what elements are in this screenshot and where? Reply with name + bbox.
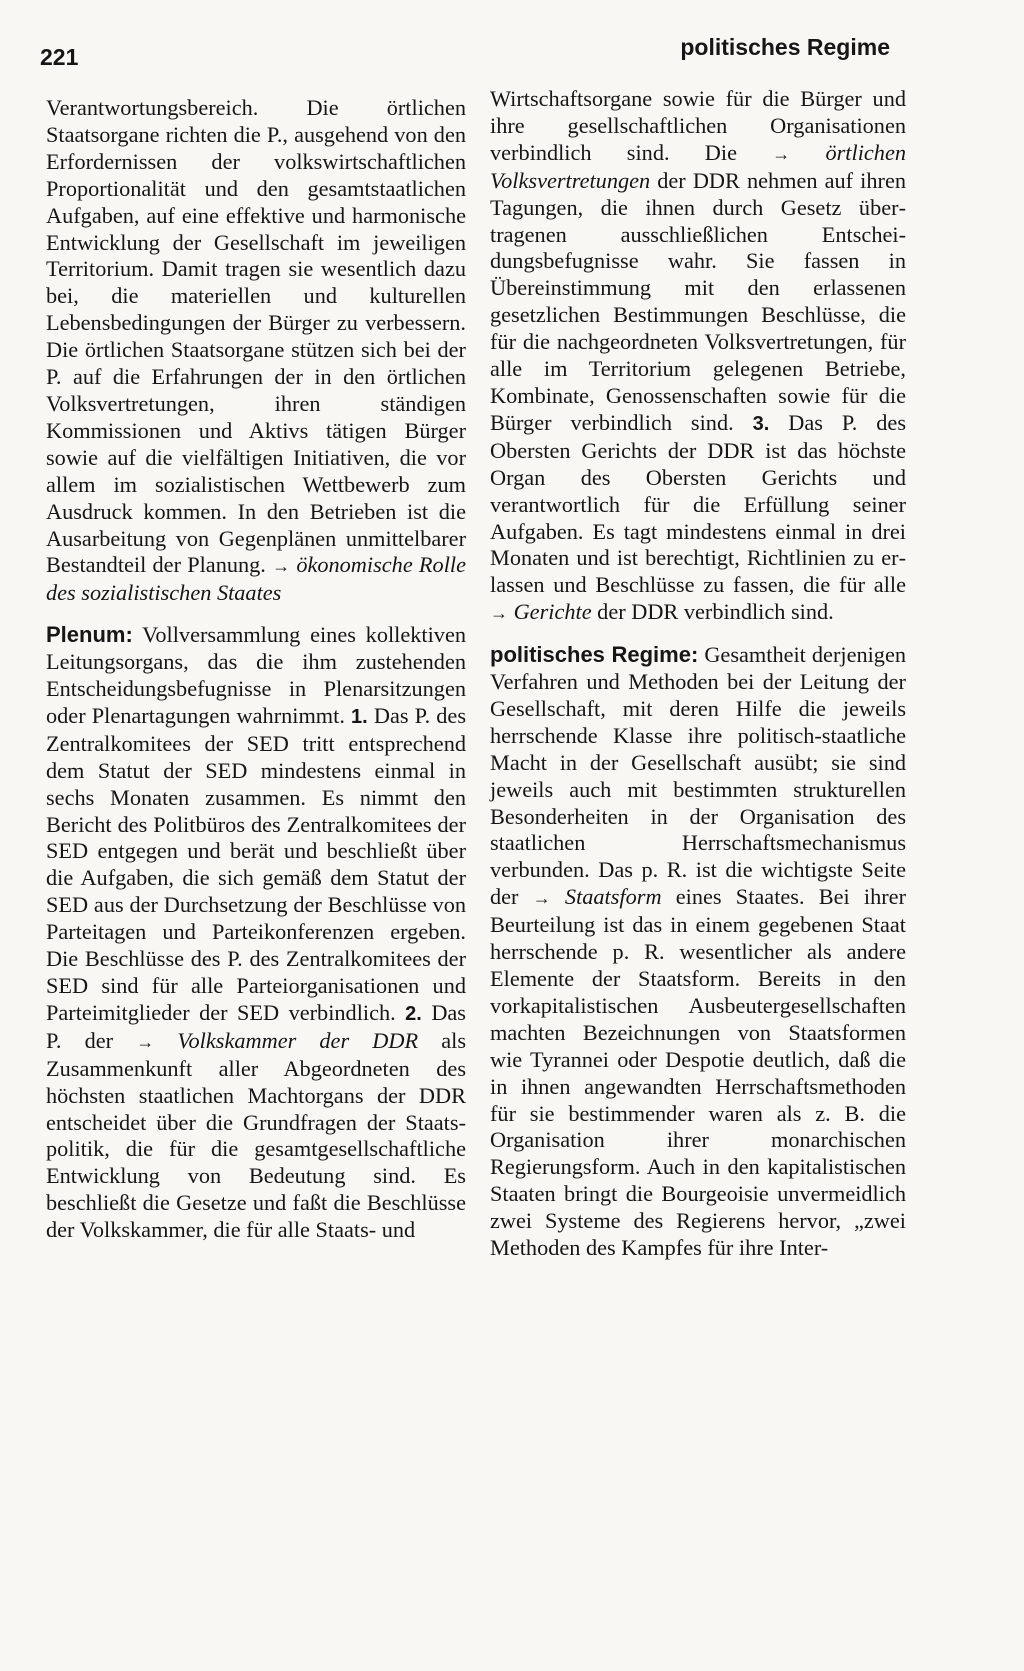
entry-plenum: [46, 622, 466, 1244]
cross-reference[interactable]: Volkskammer der DDR: [177, 1027, 419, 1053]
cross-reference[interactable]: ökonomische Rolle des sozialistischen Staates: [46, 552, 466, 606]
body-text: Das P. des Zentralkomitees der SED tritt entsprechend dem Statut der SED mindestens einmal in sechs Monaten zusammen. Es nimmt den Bericht des Politbüros des Zentralkomitees der SED entgegen und berät und beschließt über die Aufgaben, die sich gemäß dem Statut der SED aus der Durchsetzung der Beschlüsse von Parteitagen und Parteikonferenzen ergeben. Die Beschlüsse des P. des Zentralkomitees der SED sind für alle Parteiorganisationen und Parteimitglieder der SED verbindlich.: [46, 702, 466, 1025]
body-text: als Zusammenkunft aller Abgeordneten des höchsten staatlichen Machtorgans der DDR entscheidet über die Grundfragen der Staatspolitik, die für die gesamtgesellschaftliche Entwicklung von Bedeutung sind. Es beschließt die Gesetze und faßt die Beschlüsse der Volkskammer, die für alle Staats- und: [46, 1027, 467, 1243]
entry-headword: Plenum:: [46, 622, 133, 648]
entry-continuation-plenum: [490, 86, 906, 627]
entry-politisches-regime: [490, 642, 906, 1262]
cross-reference-arrow-icon: →: [532, 888, 551, 909]
cross-reference-arrow-icon: →: [272, 556, 291, 577]
body-text: Das P. des Obersten Gerichts der DDR ist das höchste Organ des Obersten Gerichts und verantwortlich für die Erfüllung seiner Aufgaben. Es tagt mindestens einmal in drei Monaten und ist berechtigt, Richtlinien zu erlassen und Beschlüsse zu fassen, die für alle: [490, 409, 906, 598]
cross-reference-arrow-icon: →: [136, 1031, 155, 1052]
body-text: eines Staates. Bei ihrer Beurteilung ist das in einem gegebenen Staat herrschende p. R. wesentlicher als andere Elemente der Staatsform. Bereits in den vorkapitalistischen Ausbeutergesellschaften machten Bezeichnungen von Staatsformen wie Tyrannei oder Despotie deutlich, daß die in ihnen angewandten Herrschaftsmethoden für sie bestimmender waren als z. B. die Organisation ihrer monarchischen Regierungsform. Auch in den kapitalistischen Staaten bringt die Bourgeoisie unvermeidlich zwei Systeme des Regierens hervor, „zwei Methoden des Kampfes für ihre Inter-: [490, 884, 907, 1261]
cross-reference-arrow-icon: →: [772, 143, 791, 164]
body-text: Gesamtheit derjenigen Verfahren und Methoden bei der Leitung der Gesellschaft, mit deren Hilfe die jeweils herrschende Klasse ihre politisch-staatliche Macht in der Gesellschaft ausübt; sie sind jeweils auch mit bestimmten strukturellen Besonderheiten in der Organisation des staatlichen Herrschaftsmechanismus verbunden. Das p. R. ist die wichtigste Seite der: [490, 642, 906, 910]
body-text: der DDR nehmen auf ihren Tagungen, die ihnen durch Gesetz übertragenen ausschließlichen Entscheidungsbefugnisse wahr. Sie fassen in Übereinstimmung mit den erlassenen gesetzlichen Bestimmungen Beschlüsse, die für die nachgeordneten Volksvertretungen, für alle im Territorium gelegenen Betriebe, Kombinate, Genossenschaften sowie für die Bürger verbindlich sind.: [490, 167, 906, 435]
entry-headword: politisches Regime:: [490, 642, 699, 668]
body-text: Verantwortungsbereich. Die örtlichen Staatsorgane richten die P., ausgehend von den Erfordernissen der volkswirtschaftlichen Proportionalität und den gesamtstaatlichen Aufgaben, auf eine effektive und harmonische Entwicklung der Gesellschaft im jeweiligen Territorium. Damit tragen sie wesentlich dazu bei, die materiellen und kulturellen Lebensbedingungen der Bürger zu verbessern. Die örtlichen Staatsorgane stützen sich bei der P. auf die Erfahrungen der in den örtlichen Volksvertretungen, ihren ständigen Kommissionen und Aktivs tätigen Bürger sowie auf die vielfältigen Initiativen, die vor allem im sozialistischen Wettbewerb zum Ausdruck kommen. In den Betrieben ist die Ausarbeitung von Gegenplänen unmittelbarer Bestandteil der Planung.: [46, 95, 466, 578]
body-text: Das P. der: [46, 999, 466, 1053]
cross-reference[interactable]: Gerichte: [513, 599, 592, 625]
body-text: der DDR verbindlich sind.: [597, 599, 834, 625]
body-text: Vollversammlung eines kollektiven Leitungsorgans, das die ihm zustehenden Entscheidungsbefugnisse in Plenarsitzungen oder Plenartagungen wahrnimmt.: [46, 622, 466, 728]
running-head: politisches Regime: [680, 34, 890, 60]
entry-continuation-planung: [46, 95, 466, 607]
body-text: Wirtschaftsorgane sowie für die Bürger und ihre gesellschaftlichen Organisationen verbindlich sind. Die: [490, 86, 906, 165]
right-column: [490, 86, 906, 1262]
sense-number: 2.: [405, 1002, 422, 1025]
cross-reference[interactable]: Staatsform: [564, 884, 662, 910]
left-column: [46, 95, 466, 1244]
cross-reference-arrow-icon: →: [490, 603, 508, 624]
sense-number: 3.: [752, 412, 770, 435]
page-number: 221: [40, 44, 79, 70]
sense-number: 1.: [351, 705, 368, 728]
cross-reference[interactable]: örtlichen Volksvertretungen: [490, 139, 906, 193]
